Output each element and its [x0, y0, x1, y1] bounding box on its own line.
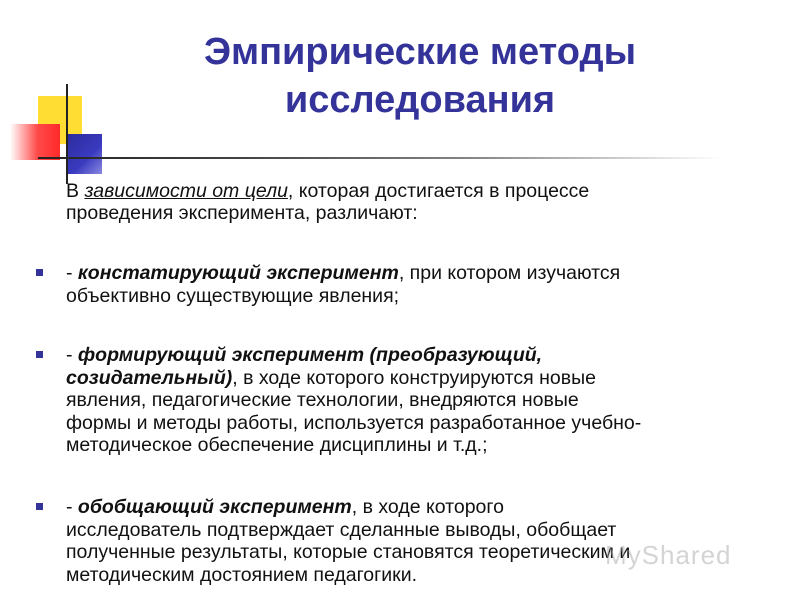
bullet-item-ascertaining [66, 262, 781, 307]
bullet-text-line-2: исследователь подтверждает сделанные выводы, обобщает [66, 518, 617, 541]
horizontal-divider-line [38, 157, 720, 159]
bullet-item-formative [66, 344, 781, 457]
title-line-2: исследования [284, 79, 556, 121]
square-bullet-icon [36, 503, 43, 510]
bullet-term: обобщающий эксперимент [77, 496, 352, 518]
intro-underlined-phrase: зависимости от цели [84, 180, 288, 202]
square-bullet-icon [36, 269, 43, 276]
bullet-text-line-4: методическое обеспечение дисциплины и т.д.; [66, 434, 488, 456]
bullet-text-line-4: методическим достоянием педагогики. [66, 563, 417, 586]
bullet-term-line-2: созидательный) [66, 366, 233, 389]
watermark: MyShared [605, 540, 732, 570]
intro-prefix: В [66, 180, 85, 202]
bullet-dash: - [66, 344, 78, 366]
intro-paragraph [66, 180, 756, 224]
bullet-text-line-3: формы и методы работы, используется разработанное учебно- [66, 411, 642, 434]
blue-square-decoration [66, 134, 102, 174]
slide-title [120, 28, 720, 124]
bullet-text-line-1: , в ходе которого [351, 496, 504, 518]
title-line-1: Эмпирические методы [203, 31, 637, 73]
bullet-text-line-3: полученные результаты, которые становятся теоретическим и [66, 541, 631, 563]
bullet-text-line-1: , в ходе которого конструируются новые [232, 366, 596, 389]
intro-line-2: проведения эксперимента, различают: [66, 202, 418, 224]
square-bullet-icon [36, 351, 43, 358]
bullet-term-line-1: формирующий эксперимент (преобразующий, [77, 344, 543, 366]
bullet-text-line-1: , при котором изучаются [398, 262, 621, 284]
vertical-divider-line [66, 84, 68, 184]
intro-rest-line-1: , которая достигается в процессе [287, 180, 590, 202]
bullet-dash: - [66, 262, 78, 284]
bullet-term: констатирующий эксперимент [77, 262, 399, 284]
bullet-text-line-2: явления, педагогические технологии, внедряются новые [66, 389, 579, 411]
bullet-text-line-2: объективно существующие явления; [66, 284, 400, 307]
decorative-blocks [0, 0, 120, 190]
red-square-decoration [10, 124, 60, 160]
bullet-dash: - [66, 496, 78, 518]
